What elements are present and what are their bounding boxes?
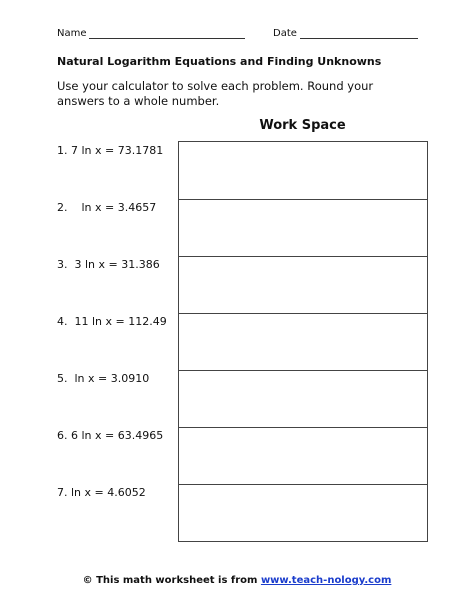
problem-3: 3. 3 ln x = 31.386: [57, 258, 160, 271]
work-space-box[interactable]: [179, 313, 427, 370]
work-space-box[interactable]: [179, 199, 427, 256]
name-field-line[interactable]: [89, 28, 245, 39]
footer-link[interactable]: www.teach-nology.com: [260, 575, 392, 586]
instructions: Use your calculator to solve each problem. Round your answers to a whole number.: [57, 79, 374, 108]
work-space-grid: [178, 141, 428, 542]
problem-2: 2. ln x = 3.4657: [57, 201, 157, 214]
problem-5: 5. ln x = 3.0910: [57, 372, 150, 385]
date-label: Date: [273, 28, 297, 39]
work-space-box[interactable]: [179, 142, 427, 199]
date-field-line[interactable]: [300, 28, 418, 39]
name-label: Name: [57, 28, 87, 39]
problem-7: 7. ln x = 4.6052: [57, 486, 146, 499]
work-space-box[interactable]: [179, 256, 427, 313]
problem-6: 6. 6 ln x = 63.4965: [57, 429, 164, 442]
problem-1: 1. 7 ln x = 73.1781: [57, 144, 164, 157]
footer: [0, 575, 474, 586]
work-space-box[interactable]: [179, 370, 427, 427]
work-space-box[interactable]: [179, 484, 427, 541]
work-space-title: Work Space: [259, 118, 346, 133]
worksheet-title: Natural Logarithm Equations and Finding Unknowns: [57, 55, 382, 68]
footer-text: © This math worksheet is from: [82, 575, 261, 586]
problem-4: 4. 11 ln x = 112.49: [57, 315, 167, 328]
work-space-box[interactable]: [179, 427, 427, 484]
